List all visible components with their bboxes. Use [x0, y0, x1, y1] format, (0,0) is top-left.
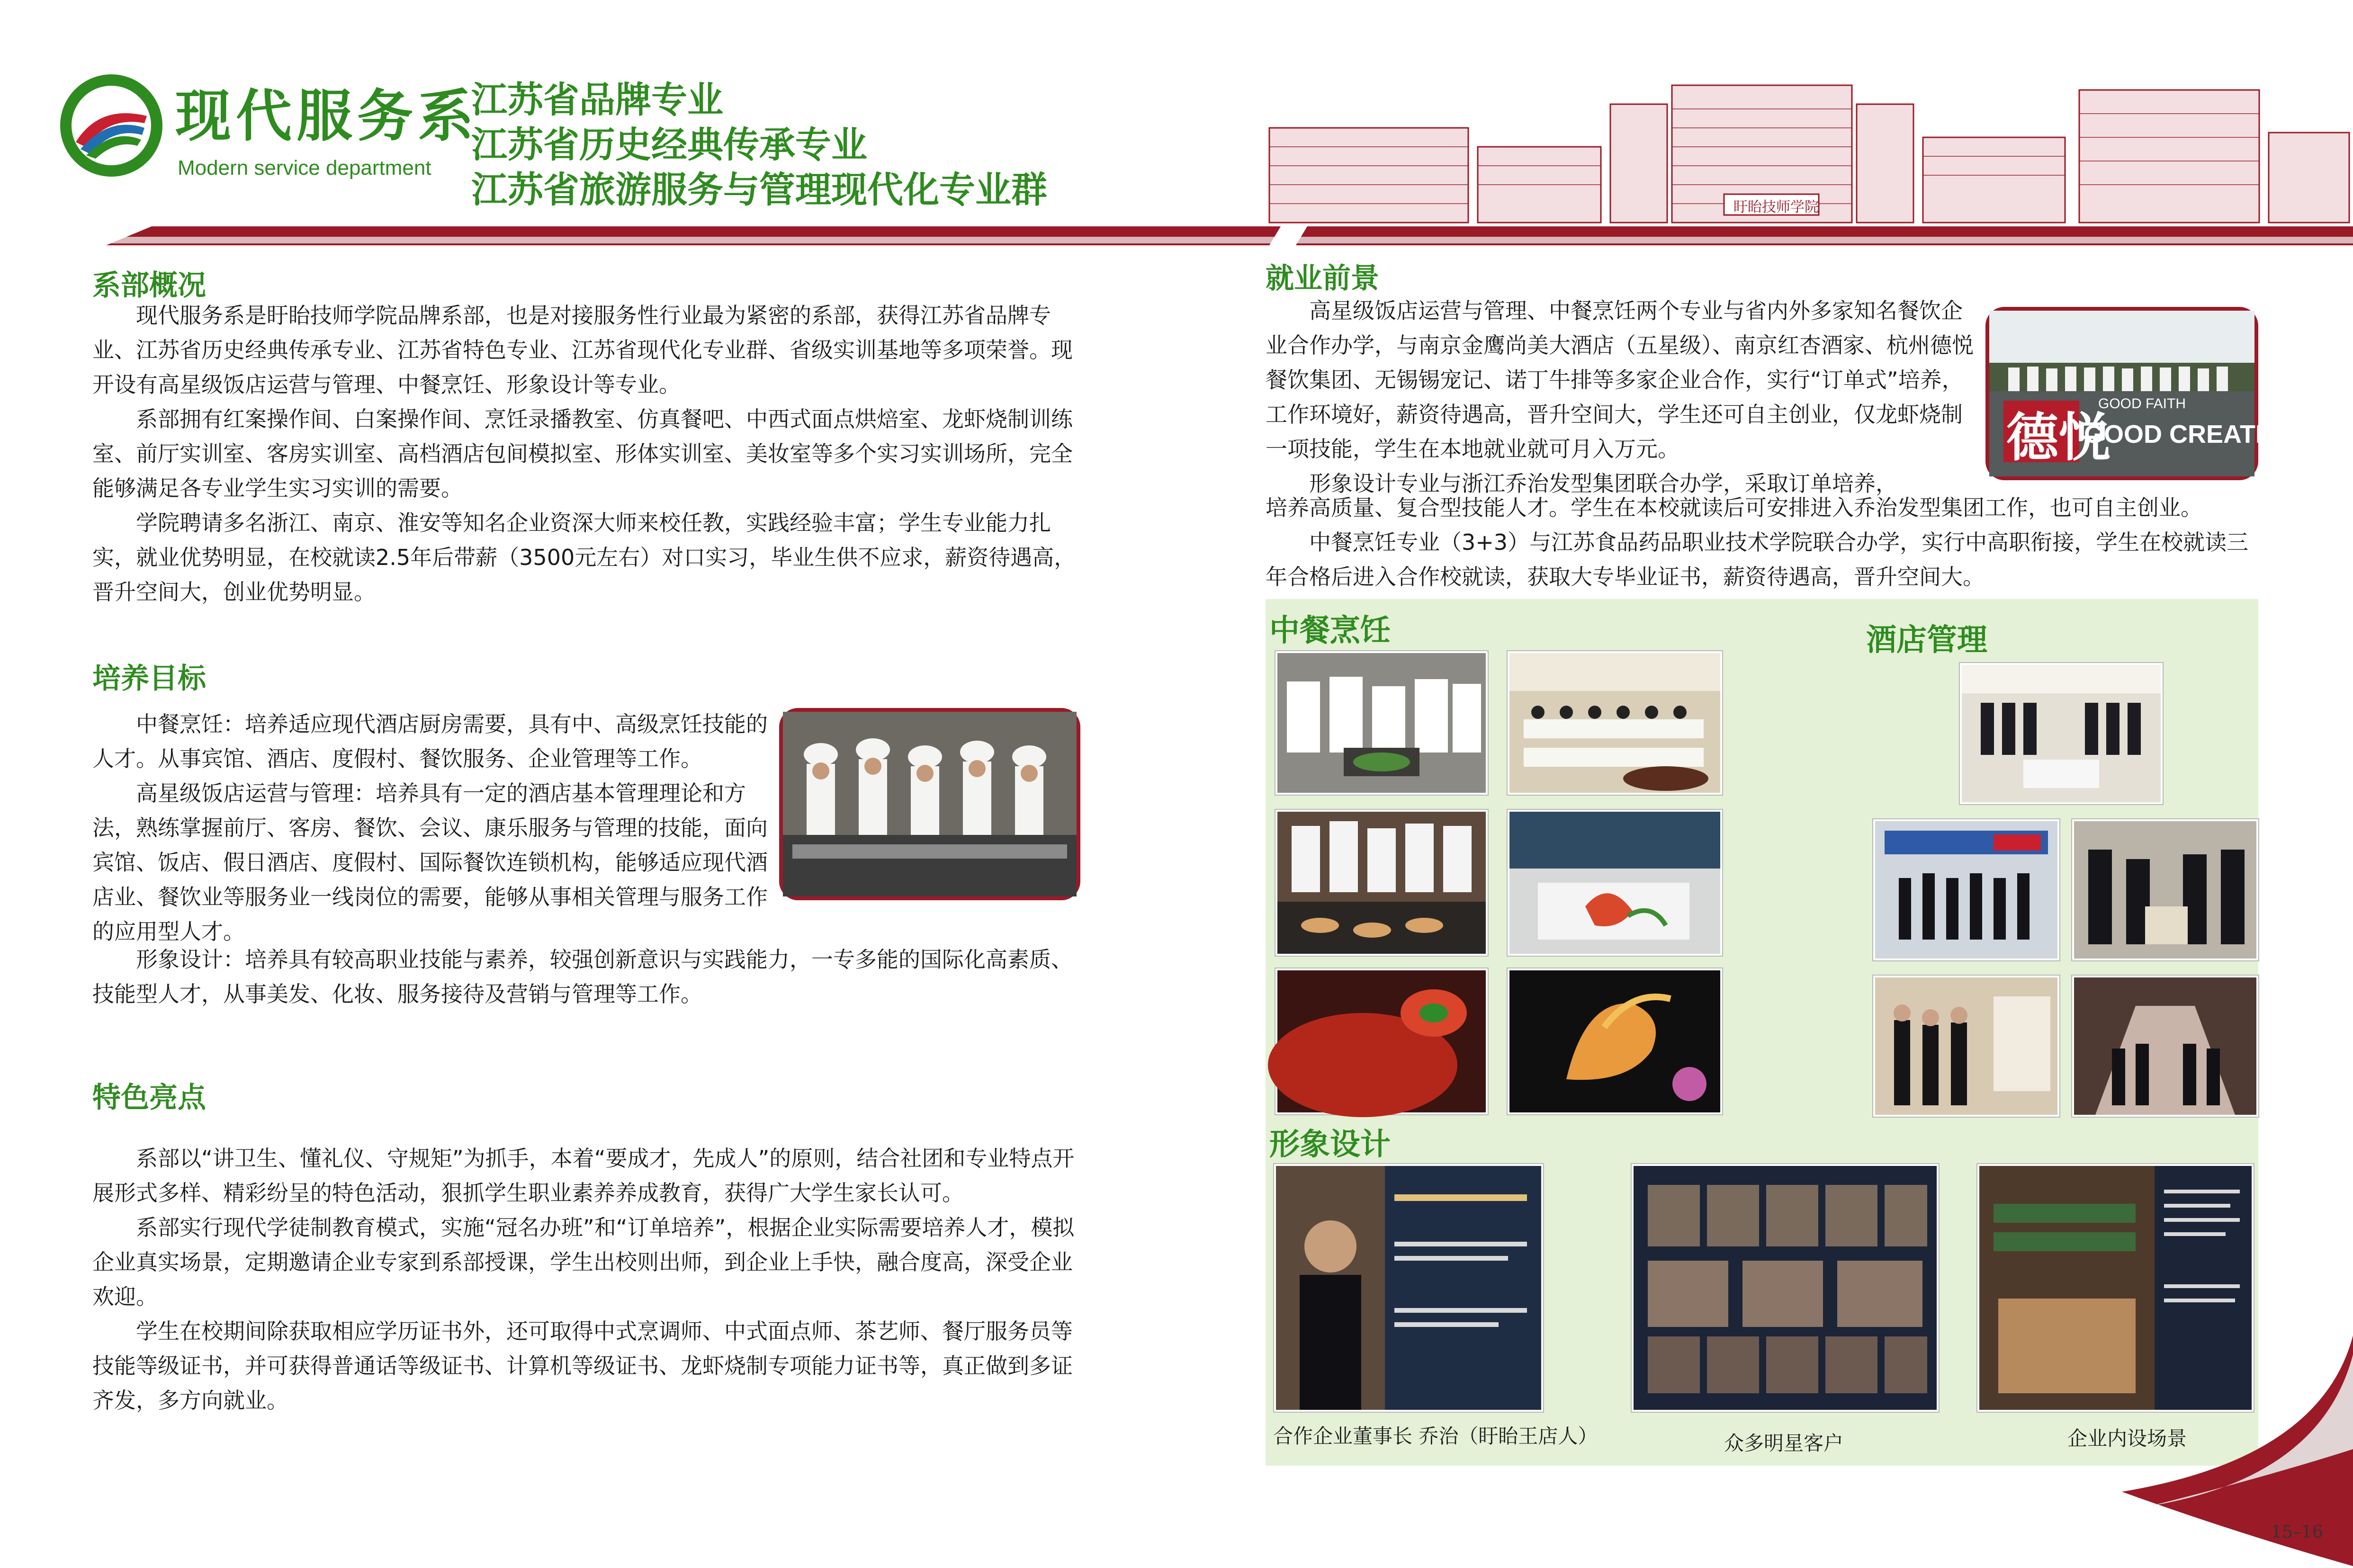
image-design-photo: [1274, 1164, 1543, 1412]
features-text: [92, 1141, 1082, 1418]
goals-text-wrapped: [92, 707, 770, 949]
overview-text: [92, 298, 1082, 609]
goals-text-full: [92, 942, 1082, 1012]
employment-text-full: [1266, 491, 2260, 594]
hotel-photo: [1873, 976, 2059, 1117]
features-paragraph: 系部实行现代学徒制教育模式，实施“冠名办班”和“订单培养”，根据企业实际需要培养人才，模拟企业真实场景，定期邀请企业专家到系部授课，学生出校则出师，到企业上手快，融合度高，深受企业欢迎。: [92, 1215, 1075, 1309]
gallery-title-hotel: 酒店管理: [1866, 622, 1987, 658]
cuisine-photo: [1275, 651, 1488, 795]
department-name-en: Modern service department: [178, 156, 431, 179]
hotel-photo: [1960, 663, 2163, 804]
employment-paragraph: 培养高质量、复合型技能人才。学生在本校就读后可安排进入乔治发型集团工作，也可自主创业。: [1266, 495, 2202, 520]
hotel-photo: [1873, 819, 2059, 960]
cooking-class-photo: [779, 708, 1080, 900]
cuisine-photo: [1508, 651, 1722, 795]
overview-paragraph: 学院聘请多名浙江、南京、淮安等知名企业资深大师来校任教，实践经验丰富；学生专业能力扎实，就业优势明显，在校就读2.5年后带薪（3500元左右）对口实习，毕业生供不应求，薪资待遇高，晋升空间大，创业优势明显。: [92, 510, 1076, 605]
honor-line-2: 江苏省历史经典传承专业: [471, 124, 867, 166]
goals-paragraph: 高星级饭店运营与管理：培养具有一定的酒店基本管理理论和方法，熟练掌握前厅、客房、餐饮、会议、康乐服务与管理的技能，面向宾馆、饭店、假日酒店、度假村、国际餐饮连锁机构，能够适应现代酒店业、餐饮业等服务业一线岗位的需要，能够从事相关管理与服务工作的应用型人才。: [92, 780, 768, 944]
sign-top-text: GOOD FAITH: [2098, 396, 2186, 412]
cuisine-photo: [1508, 968, 1722, 1114]
building-sign: 盱眙技师学院: [1733, 199, 1819, 215]
hotel-photo: [2072, 976, 2258, 1117]
features-paragraph: 系部以“讲卫生、懂礼仪、守规矩”为抓手，本着“要成才，先成人”的原则，结合社团和专业特点开展形式多样、精彩纷呈的特色活动，狠抓学生职业素养养成教育，获得广大学生家长认可。: [92, 1146, 1075, 1206]
employment-paragraph: 中餐烹饪专业（3+3）与江苏食品药品职业技术学院联合办学，实行中高职衔接，学生在校就读三年合格后进入合作校就读，获取大专毕业证书，薪资待遇高，晋升空间大。: [1266, 529, 2249, 590]
overview-paragraph: 系部拥有红案操作间、白案操作间、烹饪录播教室、仿真餐吧、中西式面点烘焙室、龙虾烧制训练室、前厅实训室、客房实训室、高档酒店包间模拟室、形体实训室、美妆室等多个实习实训场所，完全能够满足各专业学生实习实训的需要。: [92, 406, 1073, 501]
hotel-photo: [2072, 819, 2258, 960]
department-name: 现代服务系: [175, 83, 479, 149]
cuisine-photo: [1275, 968, 1488, 1114]
section-title-overview: 系部概况: [92, 269, 206, 302]
honor-line-3: 江苏省旅游服务与管理现代化专业群: [471, 169, 1047, 211]
caption-celebrity-clients: 众多明星客户: [1724, 1432, 1844, 1455]
overview-paragraph: 现代服务系是盱眙技师学院品牌系部，也是对接服务性行业最为紧密的系部，获得江苏省品牌专业、江苏省历史经典传承专业、江苏省特色专业、江苏省现代化专业群、省级实训基地等多项荣誉。现开设有高星级饭店运营与管理、中餐烹饪、形象设计等专业。: [92, 303, 1073, 397]
employment-paragraph: 形象设计专业与浙江乔治发型集团联合办学，采取订单培养，: [1309, 471, 1897, 496]
section-title-employment: 就业前景: [1266, 262, 1379, 295]
features-paragraph: 学生在校期间除获取相应学历证书外，还可取得中式烹调师、中式面点师、茶艺师、餐厅服务员等技能等级证书，并可获得普通话等级证书、计算机等级证书、龙虾烧制专项能力证书等，真正做到多证齐发，多方向就业。: [92, 1318, 1073, 1413]
deyue-sign-photo: [1985, 307, 2301, 480]
cuisine-photo: [1508, 810, 1722, 956]
employment-text-wrapped: [1266, 294, 1976, 501]
gallery-title-cuisine: 中餐烹饪: [1269, 613, 1391, 648]
gallery-title-image-design: 形象设计: [1269, 1127, 1391, 1162]
goals-paragraph: 形象设计：培养具有较高职业技能与素养，较强创新意识与实践能力，一专多能的国际化高素质、技能型人才，从事美发、化妆、服务接待及营销与管理等工作。: [92, 947, 1073, 1007]
page-number: 15–16: [2271, 1523, 2323, 1542]
honor-line-1: 江苏省品牌专业: [471, 79, 723, 121]
sign-english: GOOD CREATION: [2084, 420, 2301, 448]
section-title-goals: 培养目标: [92, 662, 206, 695]
department-logo: [57, 71, 166, 180]
header-band-stripe: [0, 237, 2353, 243]
caption-enterprise-scene: 企业内设场景: [2067, 1427, 2187, 1450]
image-design-photo: [1632, 1164, 1939, 1412]
caption-founder: 合作企业董事长 乔治（盱眙王店人）: [1273, 1425, 1598, 1448]
sign-chinese: 德悦: [2006, 407, 2111, 468]
goals-paragraph: 中餐烹饪：培养适应现代酒店厨房需要，具有中、高级烹饪技能的人才。从事宾馆、酒店、度假村、餐饮服务、企业管理等工作。: [92, 711, 768, 771]
employment-paragraph: 高星级饭店运营与管理、中餐烹饪两个专业与省内外多家知名餐饮企业合作办学，与南京金鹰尚美大酒店（五星级）、南京红杏酒家、杭州德悦餐饮集团、无锡锡宠记、诺丁牛排等多家企业合作，实行“订单式”培养，工作环境好，薪资待遇高，晋升空间大，学生还可自主创业，仅龙虾烧制一项技能，学生在本地就业就可月入万元。: [1266, 298, 1974, 462]
cuisine-photo: [1275, 810, 1488, 956]
section-title-features: 特色亮点: [92, 1081, 206, 1114]
